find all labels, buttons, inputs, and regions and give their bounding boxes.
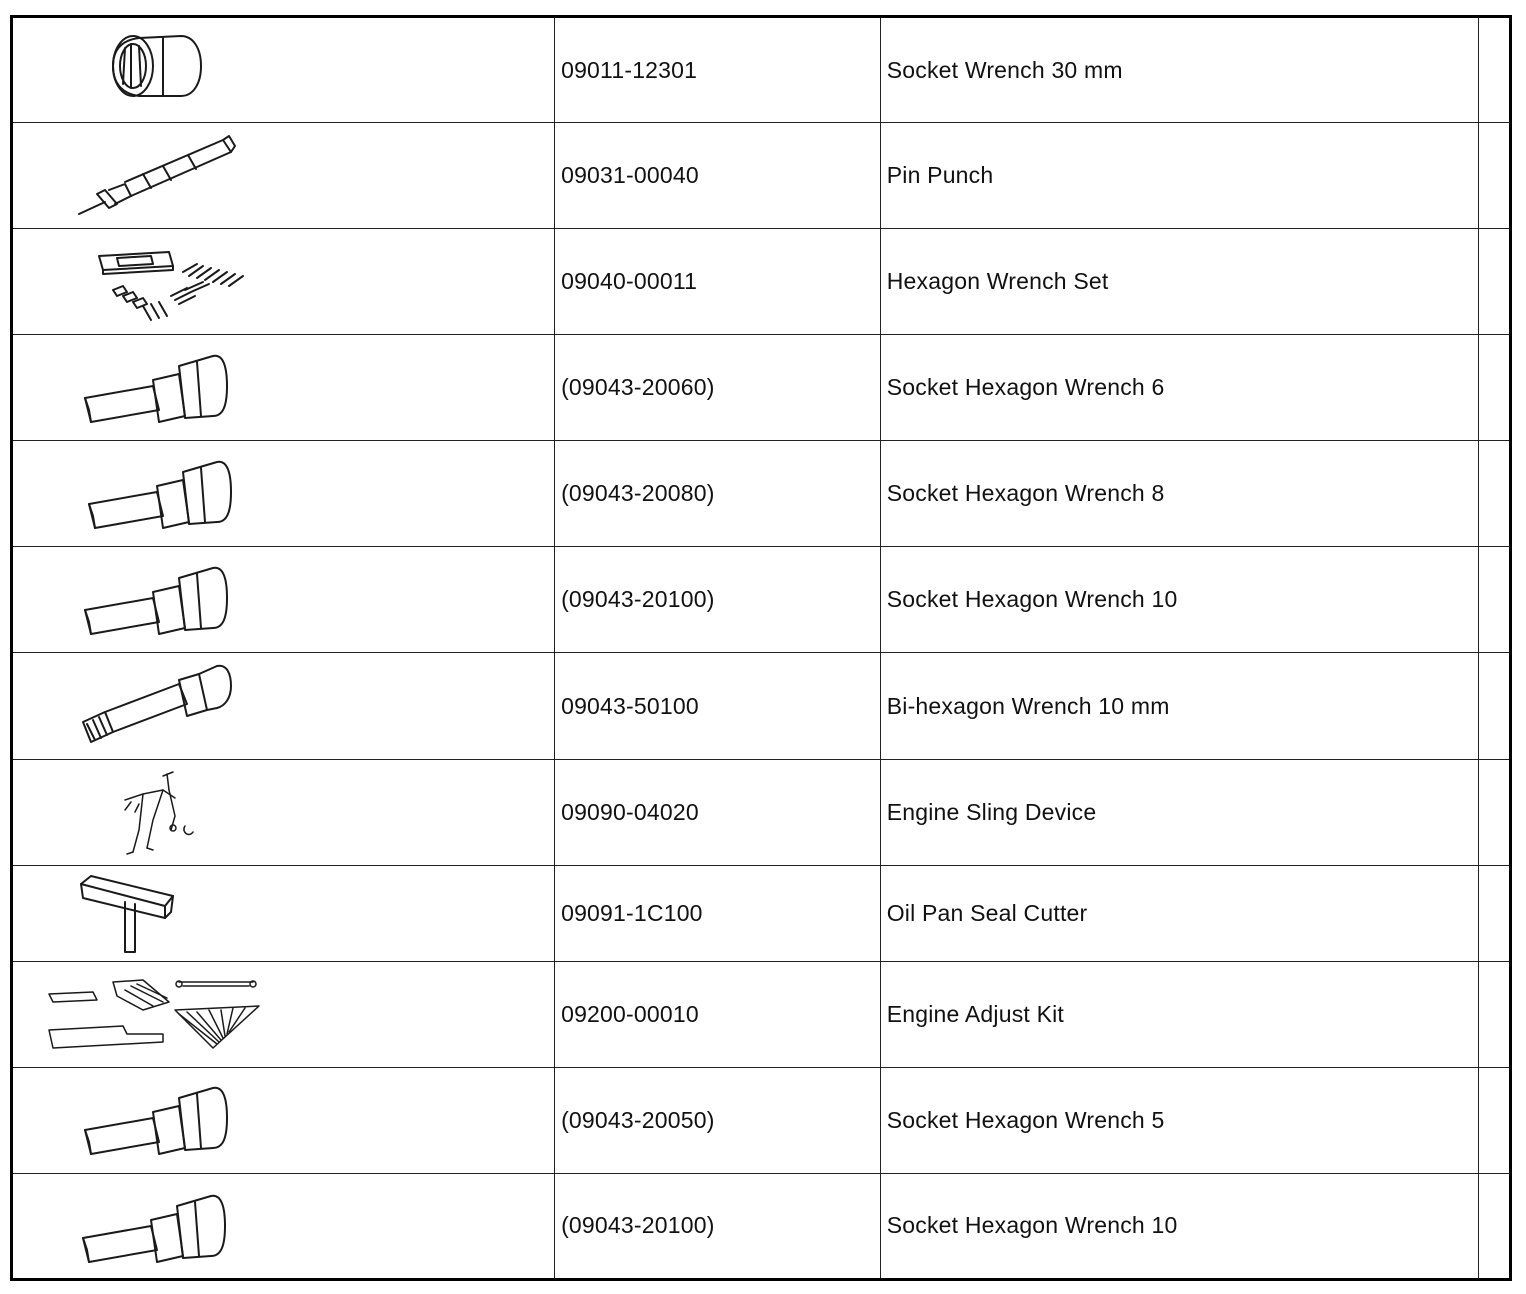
- part-number-cell: [555, 123, 881, 229]
- part-number-cell: [555, 547, 881, 653]
- special-service-tools-table: [10, 15, 1512, 1281]
- part-number-cell: [555, 865, 881, 961]
- table-row: [12, 547, 1511, 653]
- table-row: [12, 441, 1511, 547]
- note-cell: [1478, 547, 1510, 653]
- table-row: [12, 653, 1511, 759]
- tool-name-cell: [880, 335, 1478, 441]
- engine-sling-device-icon: [13, 760, 554, 864]
- tool-name: Socket Hexagon Wrench 6: [886, 374, 1165, 401]
- tool-name-cell: [880, 229, 1478, 335]
- note-cell: [1478, 653, 1510, 759]
- oil-pan-seal-cutter-icon: [13, 866, 554, 960]
- socket-hexagon-wrench-icon: [13, 442, 554, 546]
- tool-name-cell: [880, 759, 1478, 865]
- note-cell: [1478, 335, 1510, 441]
- part-number-cell: [555, 961, 881, 1067]
- part-number-cell: [555, 653, 881, 759]
- part-number: 09031-00040: [561, 162, 699, 189]
- tool-illustration-cell: [12, 865, 555, 961]
- tool-name-cell: [880, 17, 1478, 123]
- part-number: (09043-20050): [561, 1106, 715, 1133]
- tool-name-cell: [880, 547, 1478, 653]
- tool-illustration-cell: [12, 441, 555, 547]
- table-row: [12, 335, 1511, 441]
- tool-name-cell: [880, 1173, 1478, 1279]
- tool-illustration-cell: [12, 547, 555, 653]
- tool-name: Socket Hexagon Wrench 10: [886, 1212, 1178, 1239]
- part-number: (09043-20080): [561, 480, 715, 507]
- part-number: 09200-00010: [561, 1000, 699, 1027]
- tool-name-cell: [880, 1067, 1478, 1173]
- tool-name-cell: [880, 961, 1478, 1067]
- tool-name-cell: [880, 865, 1478, 961]
- note-cell: [1478, 17, 1510, 123]
- socket-hexagon-wrench-icon: [13, 1174, 554, 1278]
- part-number-cell: [555, 441, 881, 547]
- bi-hexagon-wrench-icon: [13, 654, 554, 758]
- socket-hexagon-wrench-icon: [13, 548, 554, 652]
- note-cell: [1478, 441, 1510, 547]
- tool-name-cell: [880, 123, 1478, 229]
- pin-punch-icon: [13, 124, 554, 228]
- part-number: (09043-20100): [561, 1212, 715, 1239]
- table-row: [12, 759, 1511, 865]
- tool-illustration-cell: [12, 335, 555, 441]
- tool-illustration-cell: [12, 961, 555, 1067]
- tool-name-cell: [880, 653, 1478, 759]
- note-cell: [1478, 865, 1510, 961]
- part-number: 09091-1C100: [561, 899, 703, 926]
- engine-adjust-kit-icon: [13, 962, 554, 1066]
- note-cell: [1478, 1173, 1510, 1279]
- tool-illustration-cell: [12, 653, 555, 759]
- tool-illustration-cell: [12, 759, 555, 865]
- tool-illustration-cell: [12, 17, 555, 123]
- tool-illustration-cell: [12, 123, 555, 229]
- hexagon-wrench-set-icon: [13, 230, 554, 334]
- part-number-cell: [555, 17, 881, 123]
- part-number-cell: [555, 1067, 881, 1173]
- tool-name: Socket Hexagon Wrench 8: [886, 480, 1165, 507]
- tool-name: Oil Pan Seal Cutter: [886, 899, 1088, 926]
- part-number: 09011-12301: [561, 56, 698, 83]
- table-row: [12, 1173, 1511, 1279]
- table-row: [12, 17, 1511, 123]
- tool-illustration-cell: [12, 229, 555, 335]
- part-number-cell: [555, 229, 881, 335]
- socket-hexagon-wrench-icon: [13, 1068, 554, 1172]
- note-cell: [1478, 1067, 1510, 1173]
- note-cell: [1478, 759, 1510, 865]
- tool-name: Pin Punch: [886, 162, 994, 189]
- tool-name-cell: [880, 441, 1478, 547]
- part-number: (09043-20100): [561, 586, 715, 613]
- table-row: [12, 865, 1511, 961]
- table-row: [12, 123, 1511, 229]
- table-row: [12, 961, 1511, 1067]
- tool-name: Bi-hexagon Wrench 10 mm: [886, 692, 1170, 719]
- tool-name: Hexagon Wrench Set: [886, 268, 1109, 295]
- part-number: 09043-50100: [561, 692, 699, 719]
- tool-illustration-cell: [12, 1173, 555, 1279]
- tool-name: Socket Hexagon Wrench 10: [886, 586, 1178, 613]
- socket-hexagon-wrench-icon: [13, 336, 554, 440]
- part-number-cell: [555, 759, 881, 865]
- part-number-cell: [555, 335, 881, 441]
- part-number: 09040-00011: [561, 268, 698, 295]
- tool-name: Engine Sling Device: [886, 798, 1097, 825]
- tool-name: Socket Hexagon Wrench 5: [886, 1106, 1165, 1133]
- table-row: [12, 229, 1511, 335]
- note-cell: [1478, 229, 1510, 335]
- part-number: (09043-20060): [561, 374, 715, 401]
- tool-illustration-cell: [12, 1067, 555, 1173]
- table-row: [12, 1067, 1511, 1173]
- part-number: 09090-04020: [561, 798, 699, 825]
- tool-name: Engine Adjust Kit: [886, 1000, 1065, 1027]
- tool-name: Socket Wrench 30 mm: [886, 56, 1123, 83]
- part-number-cell: [555, 1173, 881, 1279]
- note-cell: [1478, 123, 1510, 229]
- note-cell: [1478, 961, 1510, 1067]
- socket-wrench-icon: [13, 18, 554, 122]
